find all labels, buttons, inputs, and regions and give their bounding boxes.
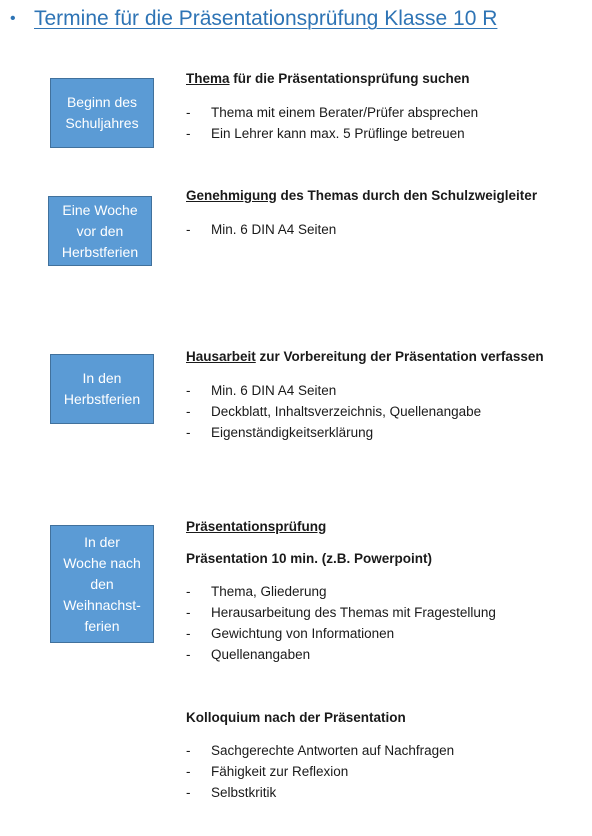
dash-marker: -	[186, 222, 191, 237]
section-title-rest: für die Präsentationsprüfung suchen	[229, 71, 470, 86]
box-line: vor den	[76, 222, 124, 239]
timeline-box-nach-weihnachtsferien	[50, 525, 154, 643]
task-list-praesentation	[186, 581, 496, 665]
list-item	[186, 123, 478, 144]
dash-marker: -	[186, 605, 191, 620]
section-subtitle-kolloquium: Kolloquium nach der Präsentation	[186, 710, 406, 725]
list-item	[186, 761, 454, 782]
box-line: Schuljahres	[65, 115, 139, 131]
section-title-thema	[186, 71, 470, 86]
timeline-box-woche-vor-herbstferien	[48, 196, 152, 266]
list-item	[186, 219, 336, 240]
list-item	[186, 581, 496, 602]
section-subtitle-praesentation: Präsentation 10 min. (z.B. Powerpoint)	[186, 551, 433, 566]
task-list-genehmigung	[186, 219, 336, 240]
box-line: Beginn des	[66, 94, 138, 110]
section-title-rest: des Themas durch den Schulzweigleiter	[276, 188, 538, 203]
list-item	[186, 401, 481, 422]
section-title-rest: zur Vorbereitung der Präsentation verfassen	[255, 349, 544, 364]
box-line: Herbstferien	[61, 243, 139, 260]
list-item-text: Deckblatt, Inhaltsverzeichnis, Quellenangabe	[211, 404, 482, 419]
list-item-text: Gewichtung von Informationen	[211, 626, 395, 641]
task-list-kolloquium	[186, 740, 454, 803]
list-item	[186, 740, 454, 761]
page-header	[10, 7, 497, 31]
dash-marker: -	[186, 425, 191, 440]
list-item	[186, 602, 496, 623]
list-item	[186, 422, 481, 443]
dash-marker: -	[186, 383, 191, 398]
dash-marker: -	[186, 764, 191, 779]
dash-marker: -	[186, 647, 191, 662]
list-item-text: Ein Lehrer kann max. 5 Prüflinge betreuen	[211, 126, 465, 141]
dash-marker: -	[186, 626, 191, 641]
dash-marker: -	[186, 785, 191, 800]
list-item-text: Fähigkeit zur Reflexion	[211, 764, 349, 779]
box-line: In der	[84, 533, 120, 550]
box-line: den	[90, 575, 114, 592]
page-title: Termine für die Präsentationsprüfung Klasse 10 R	[34, 7, 498, 30]
section-title-praesentationspruefung	[186, 519, 326, 534]
task-list-thema	[186, 102, 478, 144]
list-item	[186, 782, 454, 803]
box-line: In den	[82, 370, 122, 386]
timeline-box-beginn	[50, 78, 154, 148]
list-item-text: Herausarbeitung des Themas mit Fragestellung	[211, 605, 496, 620]
dash-marker: -	[186, 126, 191, 141]
section-title-keyword: Präsentationsprüfung	[186, 519, 327, 534]
section-title-genehmigung	[186, 188, 537, 203]
list-item	[186, 623, 496, 644]
dash-marker: -	[186, 584, 191, 599]
section-title-keyword: Hausarbeit	[186, 349, 256, 364]
task-list-hausarbeit	[186, 380, 481, 443]
box-line: Woche nach	[63, 554, 141, 571]
box-line: ferien	[84, 617, 120, 634]
timeline-box-herbstferien	[50, 354, 154, 424]
dash-marker: -	[186, 105, 191, 120]
list-item-text: Sachgerechte Antworten auf Nachfragen	[211, 743, 455, 758]
section-title-keyword: Genehmigung	[186, 188, 277, 203]
list-item-text: Thema mit einem Berater/Prüfer absprechen	[211, 105, 479, 120]
box-line: Weihnachst-	[63, 596, 141, 613]
list-item-text: Selbstkritik	[211, 785, 277, 800]
list-item	[186, 102, 478, 123]
section-title-keyword: Thema	[186, 71, 230, 86]
section-title-hausarbeit	[186, 349, 544, 364]
list-item-text: Eigenständigkeitserklärung	[211, 425, 374, 440]
list-item	[186, 380, 481, 401]
box-line: Herbstferien	[63, 391, 141, 407]
dash-marker: -	[186, 404, 191, 419]
list-item-text: Thema, Gliederung	[211, 584, 327, 599]
list-item	[186, 644, 496, 665]
bullet-icon: •	[10, 10, 16, 27]
box-line: Eine Woche	[62, 201, 138, 218]
list-item-text: Min. 6 DIN A4 Seiten	[211, 383, 337, 398]
list-item-text: Min. 6 DIN A4 Seiten	[211, 222, 337, 237]
dash-marker: -	[186, 743, 191, 758]
list-item-text: Quellenangaben	[211, 647, 311, 662]
